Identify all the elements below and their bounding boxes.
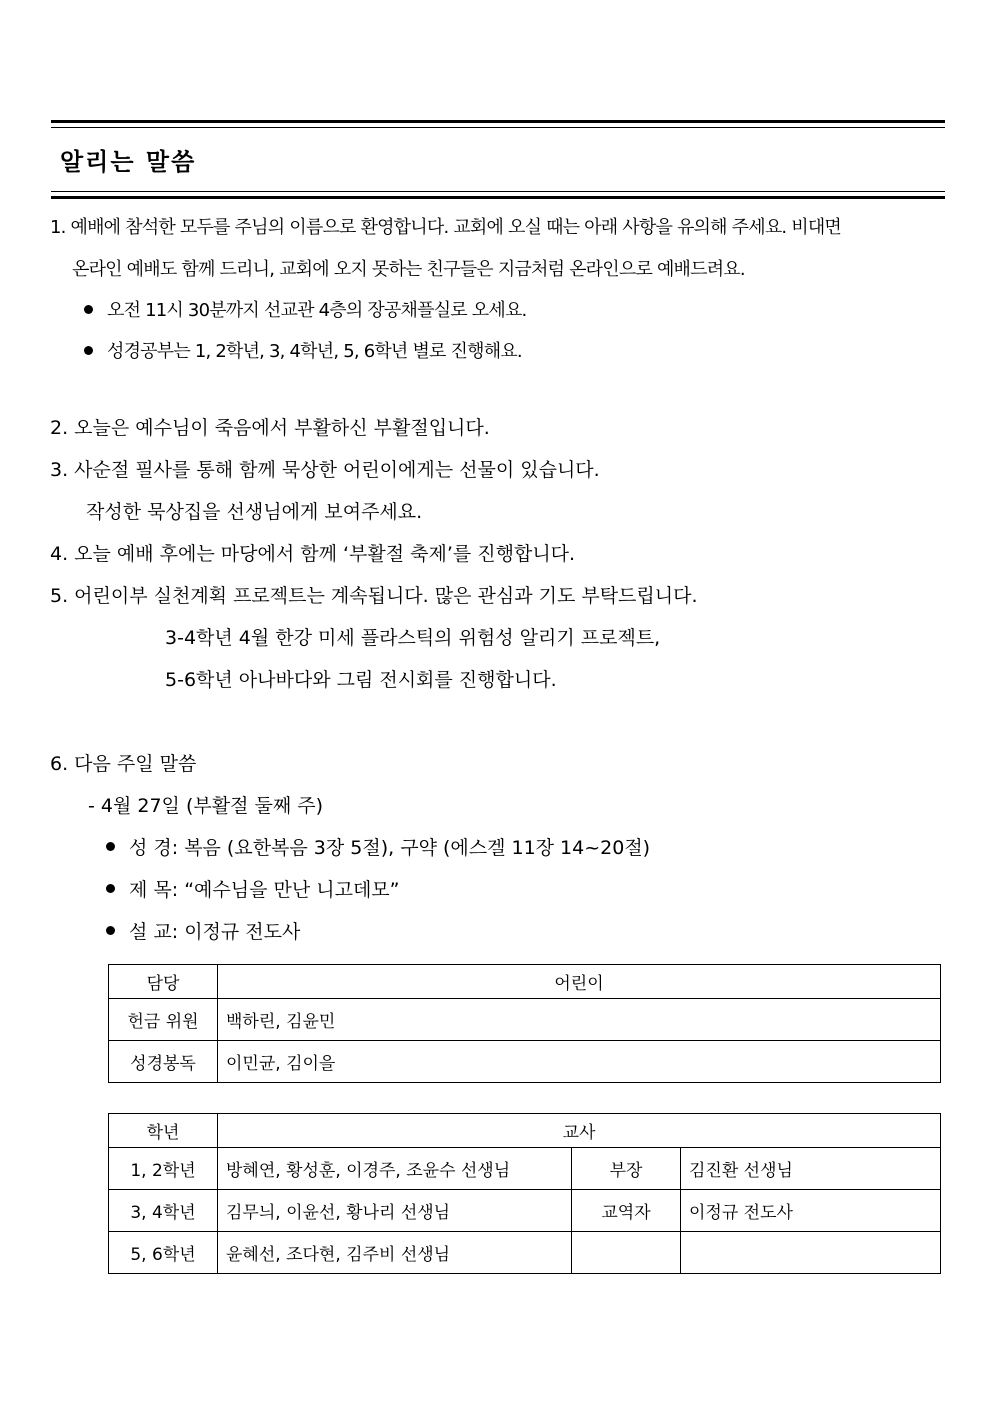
sermon-title-line: 제 목: “예수님을 만난 니고데모” [106, 875, 400, 902]
table-cell: 성경봉독 [109, 1041, 218, 1083]
table-header-row [109, 965, 941, 999]
notice-5-line-1: 5. 어린이부 실천계획 프로젝트는 계속됩니다. 많은 관심과 기도 부탁드립니다. [50, 585, 698, 607]
notice-5-line-3: 5-6학년 아나바다와 그림 전시회를 진행합니다. [165, 669, 557, 691]
table-row [109, 999, 941, 1041]
table-row [109, 1041, 941, 1083]
header-bottom-rule [51, 191, 945, 199]
table-cell: 3, 4학년 [109, 1190, 218, 1232]
duty-table [108, 964, 941, 1083]
table-cell: 이정규 전도사 [681, 1190, 941, 1232]
preacher-line: 설 교: 이정규 전도사 [106, 917, 300, 944]
table-cell: 백하린, 김윤민 [218, 999, 941, 1041]
notice-6-heading: 6. 다음 주일 말씀 [50, 753, 197, 775]
page-title: 알리는 말씀 [60, 148, 197, 176]
bullet-icon [84, 346, 93, 355]
next-sunday-date: - 4월 27일 (부활절 둘째 주) [88, 795, 323, 817]
table-cell: 헌금 위원 [109, 999, 218, 1041]
table-cell: 김무늬, 이윤선, 황나리 선생님 [218, 1190, 572, 1232]
table-cell [681, 1232, 941, 1274]
table-header-cell: 어린이 [218, 965, 941, 999]
table-cell: 이민균, 김이을 [218, 1041, 941, 1083]
table-header-cell: 교사 [218, 1114, 941, 1148]
table-cell: 방혜연, 황성훈, 이경주, 조윤수 선생님 [218, 1148, 572, 1190]
notice-1-bullet-1: 오전 11시 30분까지 선교관 4층의 장공채플실로 오세요. [84, 296, 526, 322]
table-row [109, 1148, 941, 1190]
header-top-rule [51, 120, 945, 128]
bullet-icon [106, 926, 115, 935]
bullet-icon [84, 305, 93, 314]
table-row [109, 1190, 941, 1232]
table-header-cell: 학년 [109, 1114, 218, 1148]
table-cell: 1, 2학년 [109, 1148, 218, 1190]
table-cell: 부장 [572, 1148, 681, 1190]
notice-1-bullet-2: 성경공부는 1, 2학년, 3, 4학년, 5, 6학년 별로 진행해요. [84, 337, 522, 363]
table-cell: 5, 6학년 [109, 1232, 218, 1274]
bullet-icon [106, 842, 115, 851]
notice-5-line-2: 3-4학년 4월 한강 미세 플라스틱의 위험성 알리기 프로젝트, [165, 627, 661, 649]
table-cell: 김진환 선생님 [681, 1148, 941, 1190]
table-header-cell: 담당 [109, 965, 218, 999]
notice-4: 4. 오늘 예배 후에는 마당에서 함께 ‘부활절 축제’를 진행합니다. [50, 543, 576, 565]
table-cell [572, 1232, 681, 1274]
scripture-line: 성 경: 복음 (요한복음 3장 5절), 구약 (에스겔 11장 14~20절) [106, 833, 650, 860]
notice-1-line-1: 1. 예배에 참석한 모두를 주님의 이름으로 환영합니다. 교회에 오실 때는 아래 사항을 유의해 주세요. 비대면 [50, 217, 842, 238]
table-header-row [109, 1114, 941, 1148]
notice-2: 2. 오늘은 예수님이 죽음에서 부활하신 부활절입니다. [50, 417, 490, 439]
notice-3-line-2: 작성한 묵상집을 선생님에게 보여주세요. [86, 501, 423, 523]
notice-3-line-1: 3. 사순절 필사를 통해 함께 묵상한 어린이에게는 선물이 있습니다. [50, 459, 600, 481]
table-cell: 교역자 [572, 1190, 681, 1232]
notice-1-line-2: 온라인 예배도 함께 드리니, 교회에 오지 못하는 친구들은 지금처럼 온라인으로 예배드려요. [72, 259, 745, 280]
bullet-icon [106, 884, 115, 893]
table-cell: 윤혜선, 조다현, 김주비 선생님 [218, 1232, 572, 1274]
teacher-table [108, 1113, 941, 1274]
table-row [109, 1232, 941, 1274]
